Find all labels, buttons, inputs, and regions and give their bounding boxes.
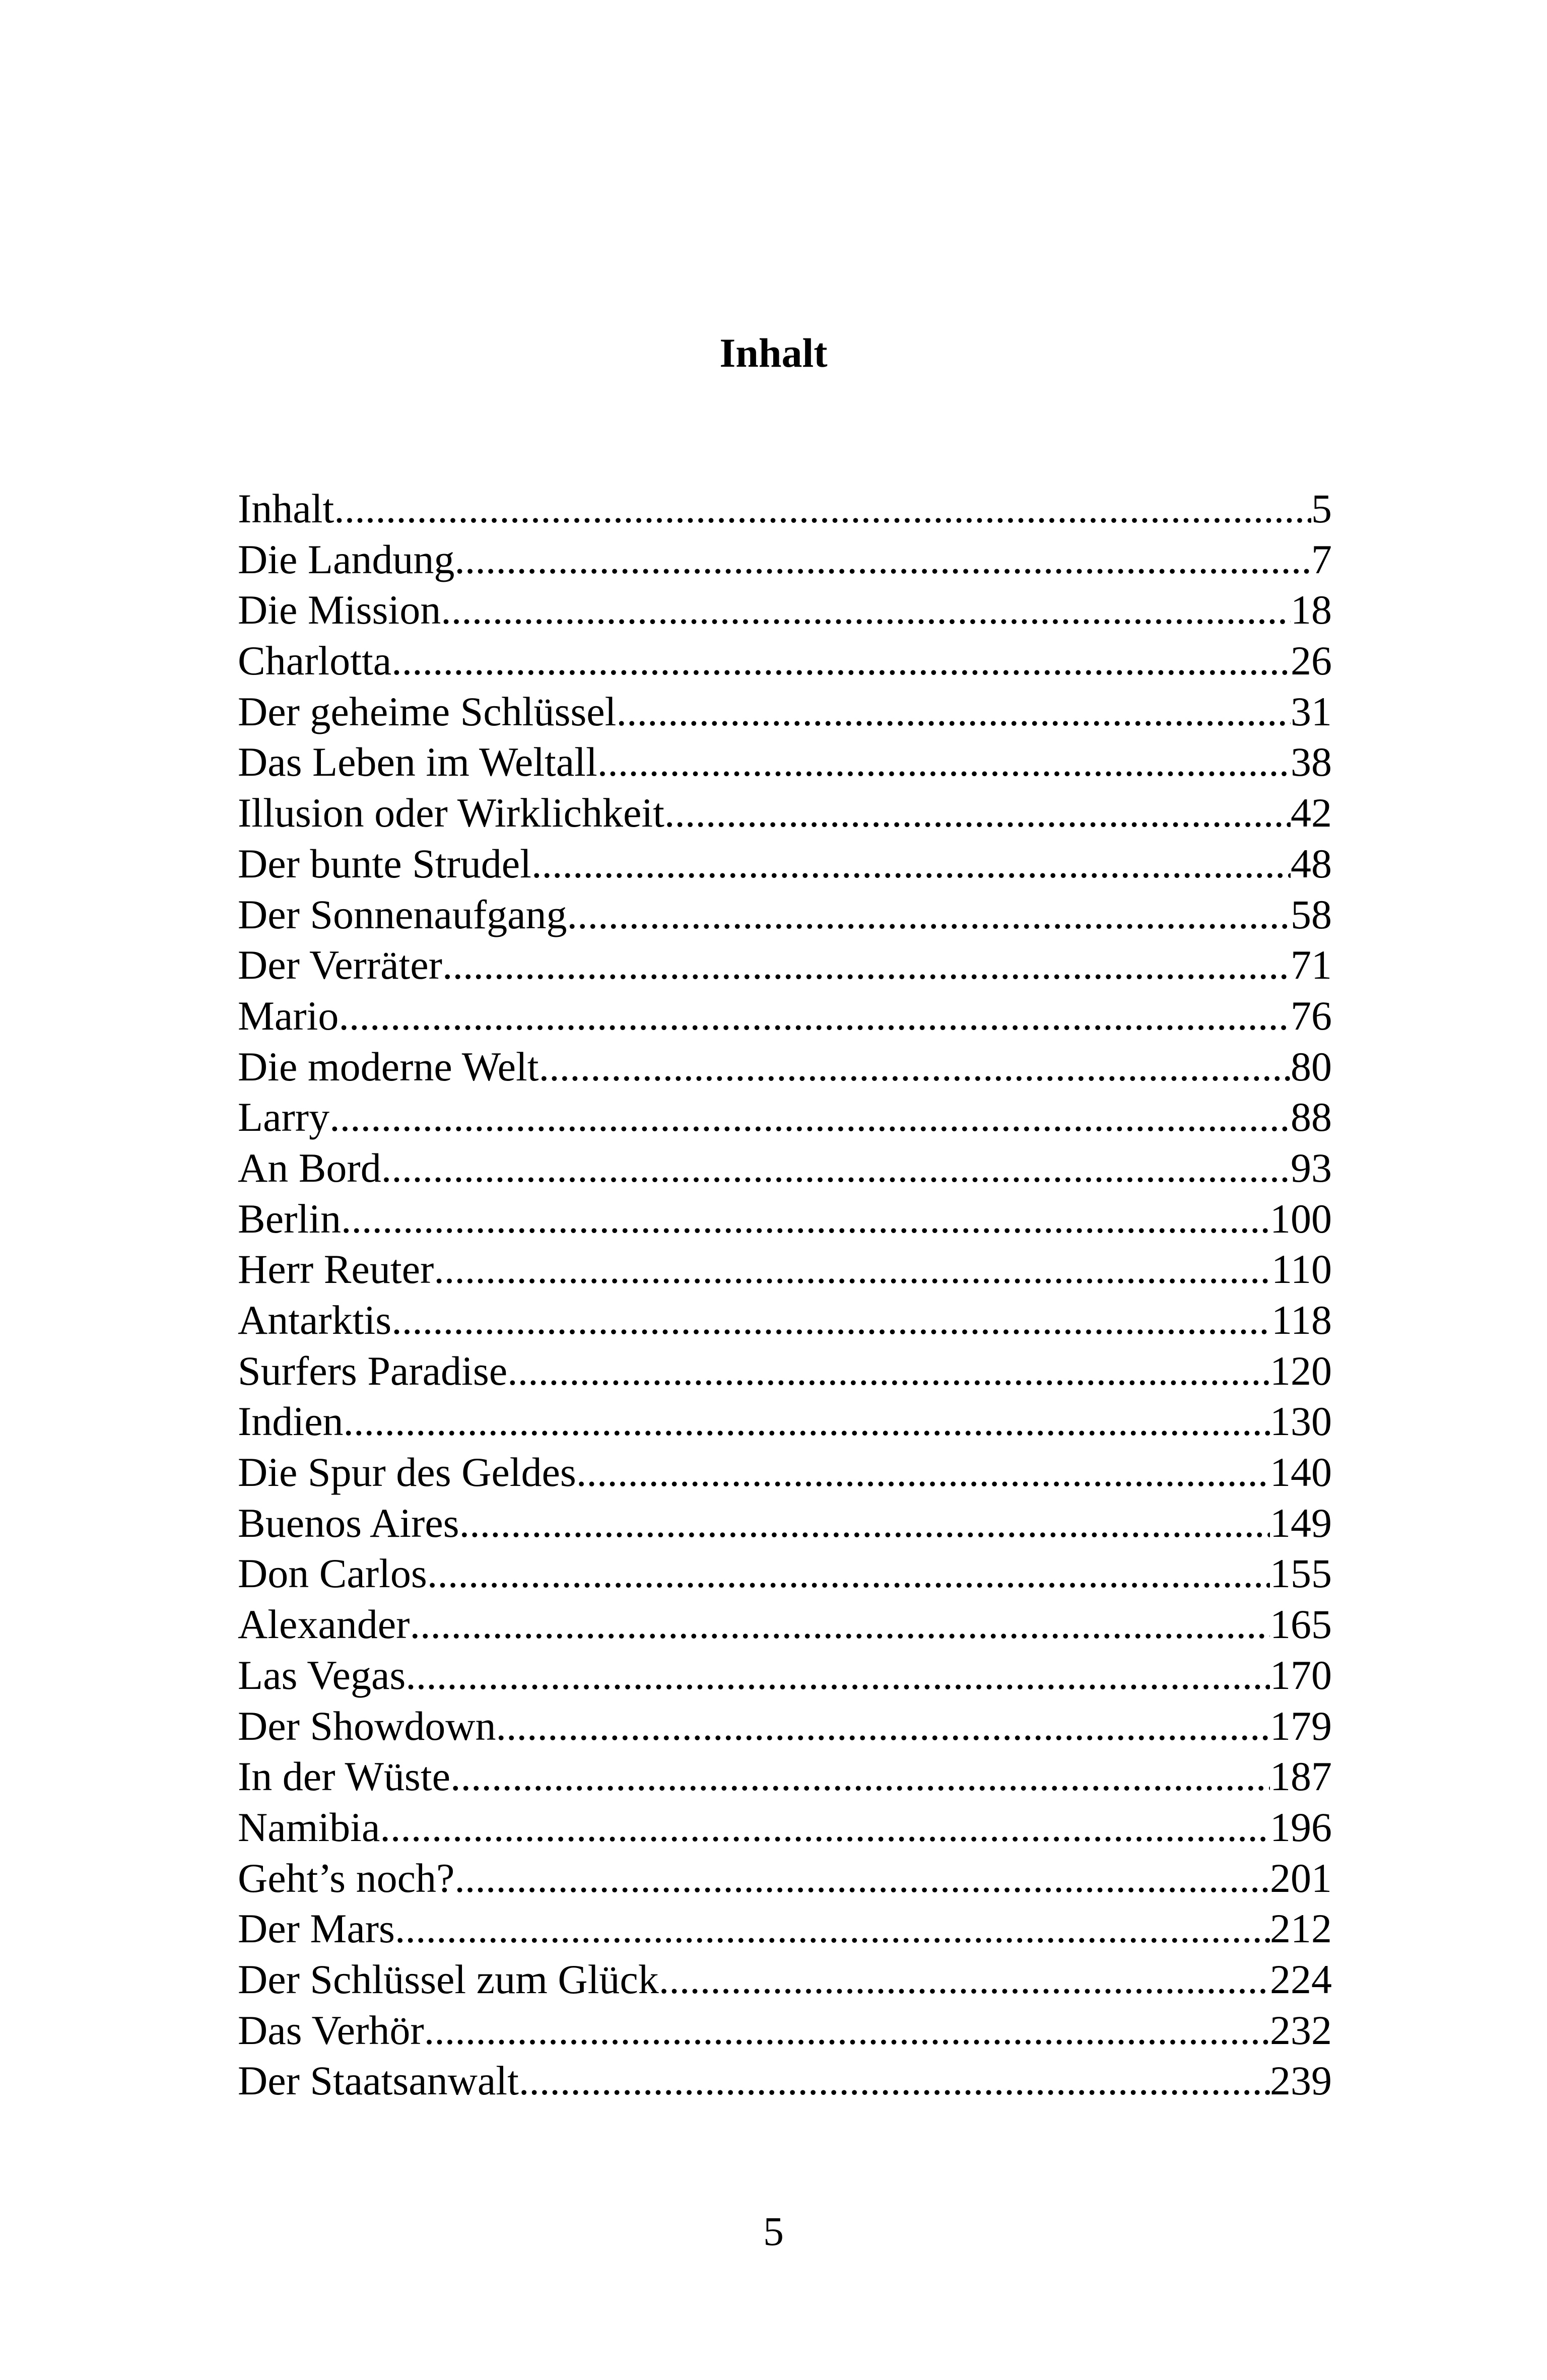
toc-entry-page: 100 [1270, 1195, 1332, 1242]
dot-leader [519, 2056, 1270, 2106]
dot-leader [539, 1042, 1291, 1093]
toc-entry [238, 940, 1332, 991]
toc-entry-title: Mario [238, 992, 339, 1039]
toc-entry-title: Der Mars [238, 1906, 395, 1952]
toc-entry-title: Indien [238, 1398, 344, 1445]
toc-entry [238, 687, 1332, 737]
toc-entry-title: Surfers Paradise [238, 1347, 508, 1394]
dot-leader [434, 1244, 1271, 1295]
toc-entry-title: Der bunte Strudel [238, 840, 531, 887]
toc-entry [238, 2005, 1332, 2056]
toc-entry-title: Larry [238, 1094, 330, 1140]
toc-entry [238, 1295, 1332, 1346]
toc-entry-page: 201 [1270, 1855, 1332, 1901]
toc-entry-title: Der Showdown [238, 1703, 496, 1749]
toc-entry-title: Illusion oder Wirklichkeit [238, 790, 664, 836]
dot-leader [659, 1954, 1270, 2005]
toc-entry-page: 179 [1270, 1703, 1332, 1749]
toc-entry [238, 1751, 1332, 1802]
dot-leader [427, 1548, 1270, 1599]
toc-entry-title: Das Leben im Weltall [238, 739, 597, 785]
toc-entry-title: Der Verräter [238, 942, 442, 988]
toc-entry-title: Berlin [238, 1195, 341, 1242]
toc-entry [238, 1042, 1332, 1093]
toc-entry [238, 1650, 1332, 1701]
dot-leader [567, 890, 1291, 940]
toc-entry-page: 212 [1270, 1906, 1332, 1952]
toc-entry-title: An Bord [238, 1144, 381, 1191]
toc-entry-title: Das Verhör [238, 2007, 424, 2053]
toc-entry-title: Der Schlüssel zum Glück [238, 1956, 659, 2002]
toc-entry-page: 58 [1291, 891, 1332, 937]
dot-leader [424, 2005, 1270, 2056]
toc-entry-page: 140 [1270, 1449, 1332, 1495]
dot-leader [616, 687, 1291, 737]
dot-leader [454, 534, 1311, 585]
toc-entry [238, 2056, 1332, 2106]
toc-entry [238, 1903, 1332, 1954]
toc-entry [238, 1853, 1332, 1904]
toc-entry [238, 839, 1332, 890]
dot-leader [507, 1346, 1270, 1397]
toc-entry [238, 1346, 1332, 1397]
toc-entry-page: 149 [1270, 1500, 1332, 1546]
toc-entry [238, 1143, 1332, 1194]
toc-entry [238, 1194, 1332, 1245]
dot-leader [442, 940, 1291, 991]
toc-entry-page: 165 [1270, 1601, 1332, 1648]
toc-entry-title: Namibia [238, 1804, 380, 1850]
toc-entry-page: 38 [1291, 739, 1332, 785]
toc-entry-page: 5 [1311, 486, 1332, 531]
toc-entry [238, 1599, 1332, 1650]
dot-leader [441, 585, 1291, 636]
dot-leader [664, 788, 1291, 839]
toc-entry-page: 196 [1270, 1804, 1332, 1850]
toc-entry-page: 170 [1270, 1652, 1332, 1698]
toc-entry [238, 1802, 1332, 1853]
dot-leader [329, 1092, 1291, 1143]
toc-entry [238, 737, 1332, 788]
toc-entry-page: 187 [1270, 1753, 1332, 1800]
toc-entry-page: 31 [1291, 688, 1332, 734]
toc-entry [238, 636, 1332, 687]
toc-entry-page: 18 [1291, 587, 1332, 633]
toc-entry-page: 80 [1291, 1043, 1332, 1090]
page-title: Inhalt [719, 330, 828, 376]
toc-entry [238, 1954, 1332, 2005]
toc-entry-page: 76 [1291, 992, 1332, 1039]
toc-entry-title: Alexander [238, 1601, 410, 1648]
toc-entry-page: 239 [1270, 2058, 1332, 2104]
toc-entry-page: 42 [1291, 790, 1332, 836]
toc-entry [238, 1244, 1332, 1295]
dot-leader [380, 1802, 1270, 1853]
toc-entry-title: Die moderne Welt [238, 1043, 539, 1090]
dot-leader [395, 1903, 1270, 1954]
page-number: 5 [763, 2208, 784, 2254]
dot-leader [343, 1396, 1270, 1447]
dot-leader [391, 1295, 1271, 1346]
dot-leader [576, 1447, 1270, 1498]
toc-entry [238, 534, 1332, 585]
toc-entry [238, 1396, 1332, 1447]
dot-leader [334, 484, 1311, 534]
table-of-contents [238, 484, 1332, 2106]
toc-entry-page: 155 [1270, 1550, 1332, 1597]
dot-leader [381, 1143, 1291, 1194]
dot-leader [459, 1498, 1270, 1549]
toc-entry [238, 890, 1332, 940]
toc-entry-page: 26 [1291, 638, 1332, 684]
toc-entry-page: 130 [1270, 1398, 1332, 1445]
toc-entry-page: 7 [1311, 536, 1332, 582]
toc-entry-page: 48 [1291, 840, 1332, 887]
dot-leader [531, 839, 1291, 890]
dot-leader [597, 737, 1291, 788]
toc-entry-title: Don Carlos [238, 1550, 427, 1597]
dot-leader [454, 1853, 1270, 1904]
toc-entry-title: Der Staatsanwalt [238, 2058, 519, 2104]
toc-entry-page: 88 [1291, 1094, 1332, 1140]
toc-entry-title: Herr Reuter [238, 1246, 434, 1293]
toc-entry [238, 1498, 1332, 1549]
toc-entry-title: Charlotta [238, 638, 392, 684]
toc-entry-page: 232 [1270, 2007, 1332, 2053]
dot-leader [450, 1751, 1270, 1802]
toc-entry-title: Antarktis [238, 1297, 392, 1343]
dot-leader [496, 1701, 1270, 1752]
toc-entry-title: Der geheime Schlüssel [238, 688, 617, 734]
dot-leader [341, 1194, 1270, 1245]
toc-entry-title: Die Spur des Geldes [238, 1449, 576, 1495]
dot-leader [406, 1650, 1270, 1701]
toc-entry-title: Die Landung [238, 536, 455, 582]
toc-entry [238, 788, 1332, 839]
toc-entry-page: 120 [1270, 1347, 1332, 1394]
toc-entry-page: 71 [1291, 942, 1332, 988]
dot-leader [339, 991, 1291, 1042]
toc-entry-page: 224 [1270, 1956, 1332, 2002]
toc-entry [238, 991, 1332, 1042]
toc-entry-title: Buenos Aires [238, 1500, 459, 1546]
toc-entry-title: In der Wüste [238, 1753, 451, 1800]
toc-entry-title: Der Sonnenaufgang [238, 891, 567, 937]
dot-leader [410, 1599, 1270, 1650]
toc-entry [238, 1548, 1332, 1599]
toc-entry [238, 585, 1332, 636]
toc-entry [238, 484, 1332, 534]
dot-leader [391, 636, 1291, 687]
toc-entry-page: 110 [1271, 1246, 1332, 1293]
toc-entry-title: Inhalt [238, 486, 334, 531]
toc-entry [238, 1447, 1332, 1498]
toc-entry-page: 93 [1291, 1144, 1332, 1191]
toc-entry [238, 1092, 1332, 1143]
toc-entry [238, 1701, 1332, 1752]
toc-entry-title: Las Vegas [238, 1652, 406, 1698]
toc-entry-page: 118 [1271, 1297, 1332, 1343]
toc-entry-title: Geht’s noch? [238, 1855, 455, 1901]
toc-entry-title: Die Mission [238, 587, 441, 633]
